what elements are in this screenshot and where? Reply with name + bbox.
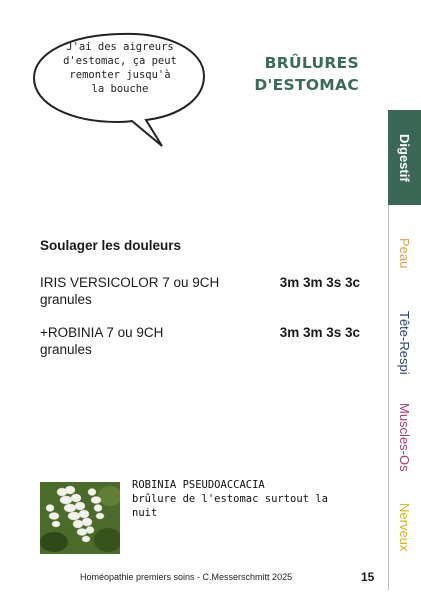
remedy-item <box>40 324 360 358</box>
page-number: 15 <box>361 570 375 584</box>
tab-tete-respi[interactable] <box>388 303 421 383</box>
footer-text: Homéopathie premiers soins - C.Messerschmitt 2025 <box>80 572 293 582</box>
remedy-item <box>40 274 360 308</box>
tab-muscles-os[interactable] <box>388 396 421 478</box>
remedy-name: IRIS VERSICOLOR 7 ou 9CH <box>40 275 220 290</box>
page-title-line2: D'ESTOMAC <box>254 76 359 94</box>
caption-line: brûlure de l'estomac surtout la <box>132 493 328 505</box>
page-title <box>254 52 359 96</box>
remedy-dose: 3m 3m 3s 3c <box>279 325 360 340</box>
tab-digestif[interactable] <box>388 110 421 205</box>
remedy-name: +ROBINIA 7 ou 9CH <box>40 325 164 340</box>
speech-bubble-text <box>58 40 182 96</box>
tab-label: Muscles-Os <box>397 402 412 472</box>
remedy-dose: 3m 3m 3s 3c <box>279 275 360 290</box>
section-heading: Soulager les douleurs <box>40 238 182 253</box>
bubble-line: remonter jusqu'à <box>69 69 171 81</box>
bubble-line: la bouche <box>91 83 149 95</box>
caption-title: ROBINIA PSEUDOACCACIA <box>132 479 265 491</box>
tab-peau[interactable] <box>388 222 421 284</box>
tab-label: Tête-Respi <box>397 311 412 375</box>
remedy-form: granules <box>40 292 92 307</box>
speech-bubble <box>28 26 208 150</box>
bubble-line: d'estomac, ça peut <box>63 55 177 67</box>
tab-nerveux[interactable] <box>388 497 421 557</box>
robinia-flower-image <box>40 482 120 554</box>
page-title-line1: BRÛLURES <box>264 54 359 72</box>
photo-caption <box>132 478 352 520</box>
remedy-form: granules <box>40 342 92 357</box>
tab-label: Peau <box>397 237 412 269</box>
caption-line: nuit <box>132 507 158 519</box>
tab-label: Digestif <box>397 133 412 182</box>
bubble-line: J'ai des aigreurs <box>66 41 174 53</box>
tab-label: Nerveux <box>397 502 412 552</box>
